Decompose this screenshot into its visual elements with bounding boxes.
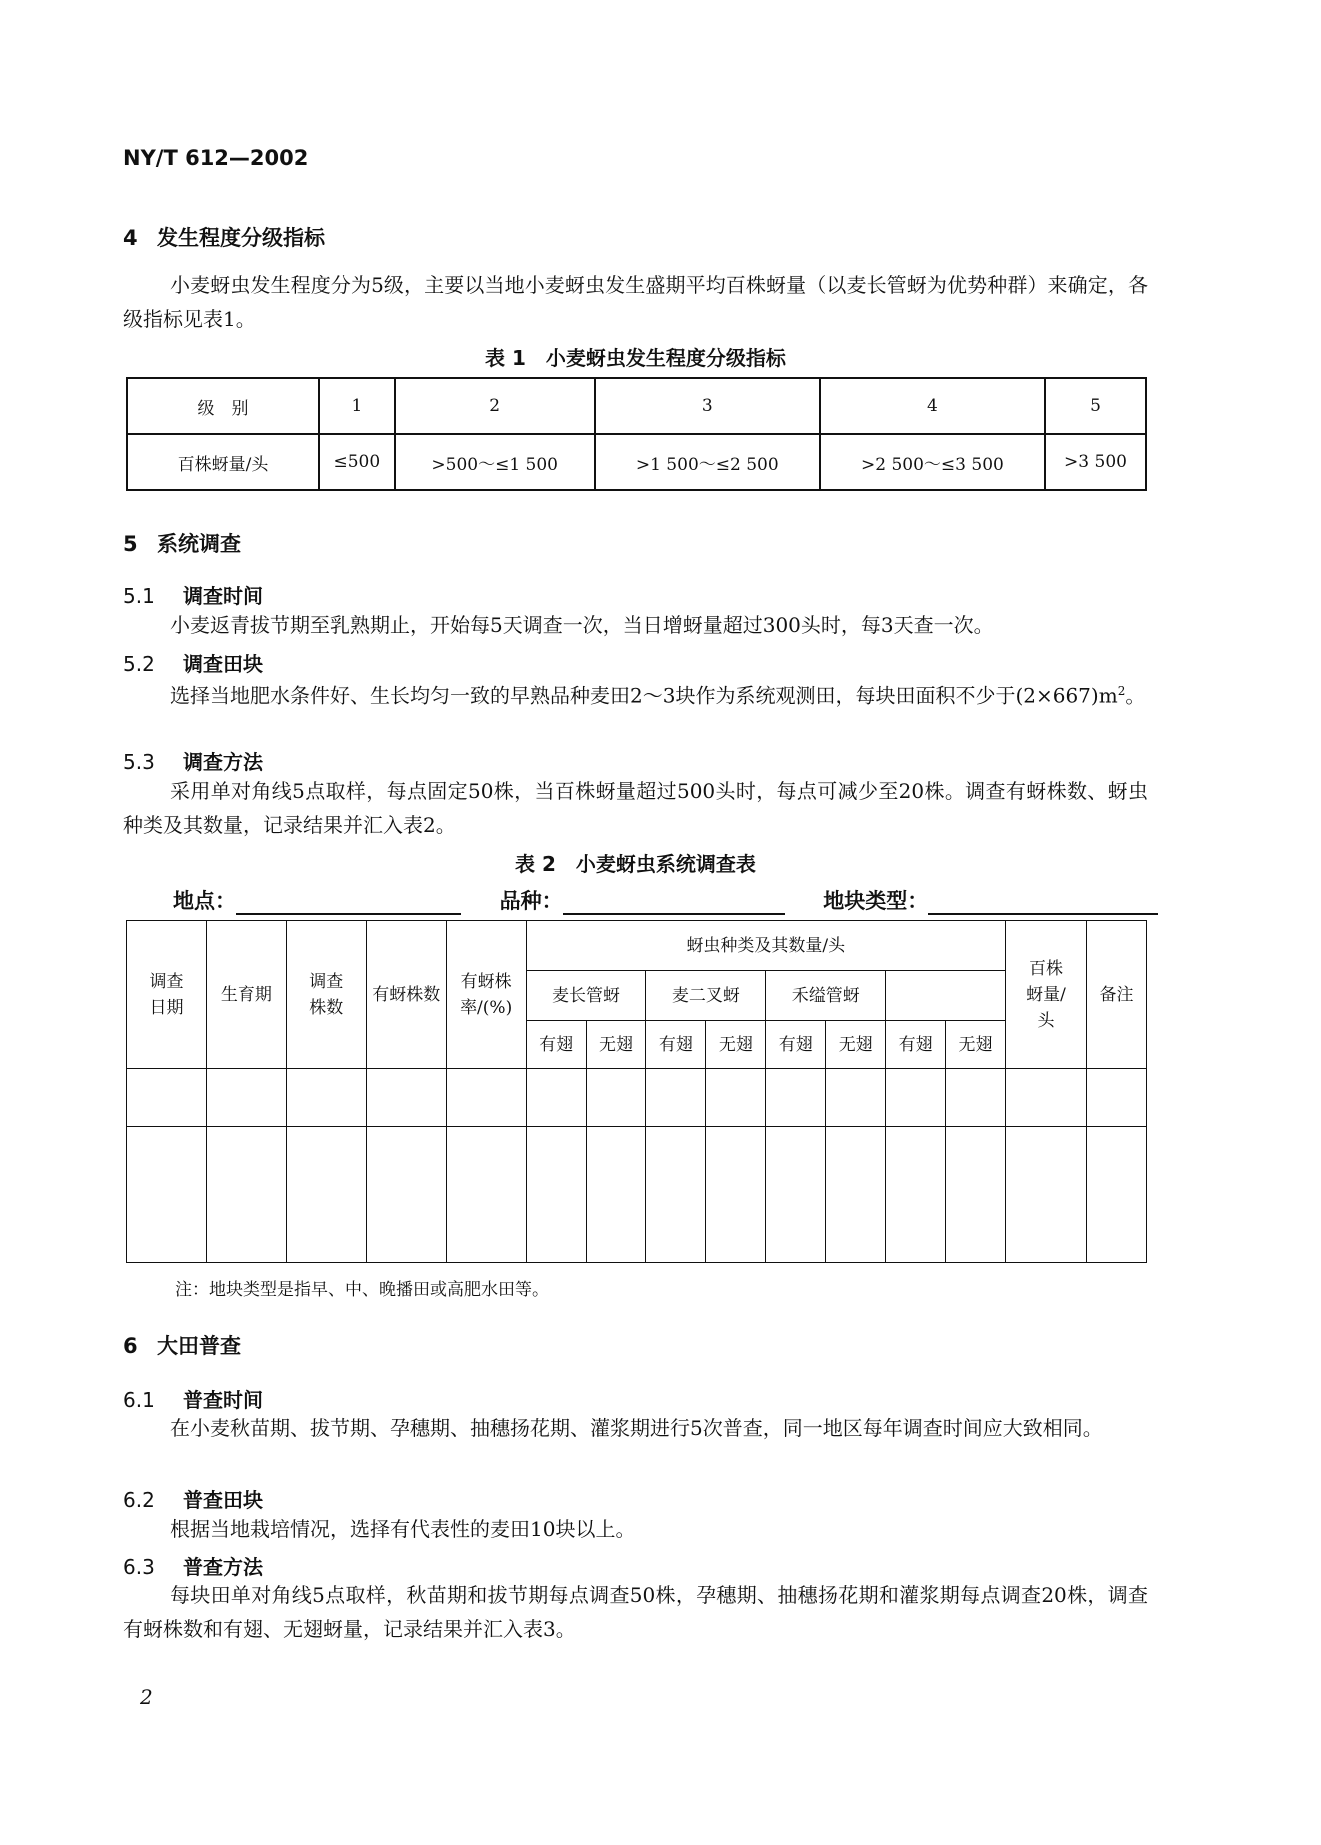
section-5-1-heading [123,580,263,609]
table-header-cell: 无翅 [706,1021,766,1069]
table-cell [1086,1127,1146,1263]
table-cell [946,1127,1006,1263]
table-header-cell: 蚜虫种类及其数量/头 [526,921,1005,971]
section-title: 普查时间 [183,1388,263,1412]
section-6-2-heading [123,1484,263,1513]
table-header-cell: 有翅 [526,1021,586,1069]
table-cell [366,1127,446,1263]
table-cell: >1 500～≤2 500 [595,434,820,490]
section-number: 6.2 [123,1488,155,1512]
section-5-2-heading [123,648,263,677]
section-number: 6.3 [123,1555,155,1579]
section-5-1-paragraph: 小麦返青拔节期至乳熟期止，开始每5天调查一次，当日增蚜量超过300头时，每3天查一次。 [170,613,994,637]
table-header-cell: 有翅 [766,1021,826,1069]
paragraph-text: 。 [1125,683,1146,708]
section-title: 系统调查 [157,532,241,556]
table-row [127,1069,1147,1127]
table-cell [586,1069,646,1127]
table-cell [826,1069,886,1127]
table-cell [286,1127,366,1263]
table-cell [946,1069,1006,1127]
section-number: 5.1 [123,584,155,608]
paragraph-text: 选择当地肥水条件好、生长均匀一致的早熟品种麦田2～3块作为系统观测田，每块田面积不少于(2×667)m [170,683,1118,708]
table-cell [1086,1069,1146,1127]
table-cell [706,1069,766,1127]
table-header-cell: 无翅 [826,1021,886,1069]
table-cell [706,1127,766,1263]
section-4-paragraph: 小麦蚜虫发生程度分为5级，主要以当地小麦蚜虫发生盛期平均百株蚜量（以麦长管蚜为优势种群）来确定，各级指标见表1。 [123,273,1148,331]
table-cell [206,1127,286,1263]
table-header-cell: 麦二叉蚜 [646,971,766,1021]
table-header-cell: 有翅 [646,1021,706,1069]
table-cell: 百株蚜量/头 [127,434,319,490]
table-cell: 3 [595,378,820,434]
table-header-cell: 调查株数 [286,921,366,1069]
section-5-3-paragraph: 采用单对角线5点取样，每点固定50株，当百株蚜量超过500头时，每点可减少至20株。调查有蚜株数、蚜虫种类及其数量，记录结果并汇入表2。 [123,779,1148,837]
section-6-1-heading [123,1384,263,1413]
variety-label: 品种： [499,889,563,913]
table-header-cell: 无翅 [586,1021,646,1069]
table-cell [1006,1127,1087,1263]
table-header-cell: 麦长管蚜 [526,971,646,1021]
table-cell [446,1127,526,1263]
section-6-heading [123,1330,241,1360]
table-row [127,434,1146,490]
section-title: 发生程度分级指标 [157,226,325,250]
section-5-heading [123,528,241,558]
site-blank [236,893,461,915]
section-6-3-paragraph: 每块田单对角线5点取样，秋苗期和拔节期每点调查50株，孕穗期、抽穗扬花期和灌浆期每点调查20株，调查有蚜株数和有翅、无翅蚜量，记录结果并汇入表3。 [123,1583,1148,1641]
section-title: 普查方法 [183,1555,263,1579]
table-cell [446,1069,526,1127]
section-number: 6.1 [123,1388,155,1412]
table-cell: >500～≤1 500 [395,434,595,490]
table-1 [126,377,1147,491]
section-title: 调查时间 [183,584,263,608]
table-row [127,1127,1147,1263]
table-cell: 级 别 [127,378,319,434]
table-cell [826,1127,886,1263]
table-header-cell: 有翅 [886,1021,946,1069]
table-cell [586,1127,646,1263]
table-cell: 4 [820,378,1045,434]
table-header-cell: 备注 [1086,921,1146,1069]
table-row [127,378,1146,434]
table-cell [127,1069,207,1127]
section-5-2-paragraph [123,674,1148,713]
table-cell: 5 [1045,378,1146,434]
table-cell [127,1127,207,1263]
table-cell [526,1127,586,1263]
table-cell [766,1127,826,1263]
section-title: 调查方法 [183,750,263,774]
table-header-cell: 有蚜株率/(%) [446,921,526,1069]
table-cell [286,1069,366,1127]
section-6-2-paragraph: 根据当地栽培情况，选择有代表性的麦田10块以上。 [170,1517,636,1541]
table-2-caption: 表 2 小麦蚜虫系统调查表 [515,852,756,876]
section-6-1-paragraph: 在小麦秋苗期、拔节期、孕穗期、抽穗扬花期、灌浆期进行5次普查，同一地区每年调查时间应大致相同。 [170,1416,1103,1440]
table-header-cell: 生育期 [206,921,286,1069]
section-number: 4 [123,226,138,250]
section-title: 普查田块 [183,1488,263,1512]
superscript: 2 [1117,684,1126,698]
table-cell [646,1069,706,1127]
section-5-3-heading [123,746,263,775]
table-cell [766,1069,826,1127]
table-cell [206,1069,286,1127]
section-title: 调查田块 [183,652,263,676]
table-cell [886,1069,946,1127]
plot-type-blank [928,893,1158,915]
section-number: 5 [123,532,138,556]
table-row [127,921,1147,971]
section-number: 5.2 [123,652,155,676]
variety-blank [563,893,785,915]
table-cell: >3 500 [1045,434,1146,490]
table-2-fields [173,885,1158,915]
table-1-caption: 表 1 小麦蚜虫发生程度分级指标 [485,346,786,370]
section-6-3-heading [123,1551,263,1580]
section-number: 5.3 [123,750,155,774]
page-number: 2 [140,1685,153,1709]
section-title: 大田普查 [157,1334,241,1358]
table-header-cell [886,971,1006,1021]
site-label: 地点： [173,889,236,913]
table-header-cell: 百株蚜量/头 [1006,921,1087,1069]
document-header: NY/T 612—2002 [123,146,309,170]
table-header-cell: 有蚜株数 [366,921,446,1069]
section-4-heading [123,222,325,252]
table-cell [646,1127,706,1263]
table-header-cell: 无翅 [946,1021,1006,1069]
table-2-note: 注：地块类型是指早、中、晚播田或高肥水田等。 [175,1280,549,1300]
table-cell [886,1127,946,1263]
table-2 [126,920,1147,1263]
table-header-cell: 调查日期 [127,921,207,1069]
table-cell: >2 500～≤3 500 [820,434,1045,490]
plot-type-label: 地块类型： [823,889,929,913]
table-cell [526,1069,586,1127]
table-cell [1006,1069,1087,1127]
table-cell: 2 [395,378,595,434]
table-cell [366,1069,446,1127]
table-cell: ≤500 [319,434,395,490]
table-header-cell: 禾缢管蚜 [766,971,886,1021]
section-number: 6 [123,1334,138,1358]
table-cell: 1 [319,378,395,434]
